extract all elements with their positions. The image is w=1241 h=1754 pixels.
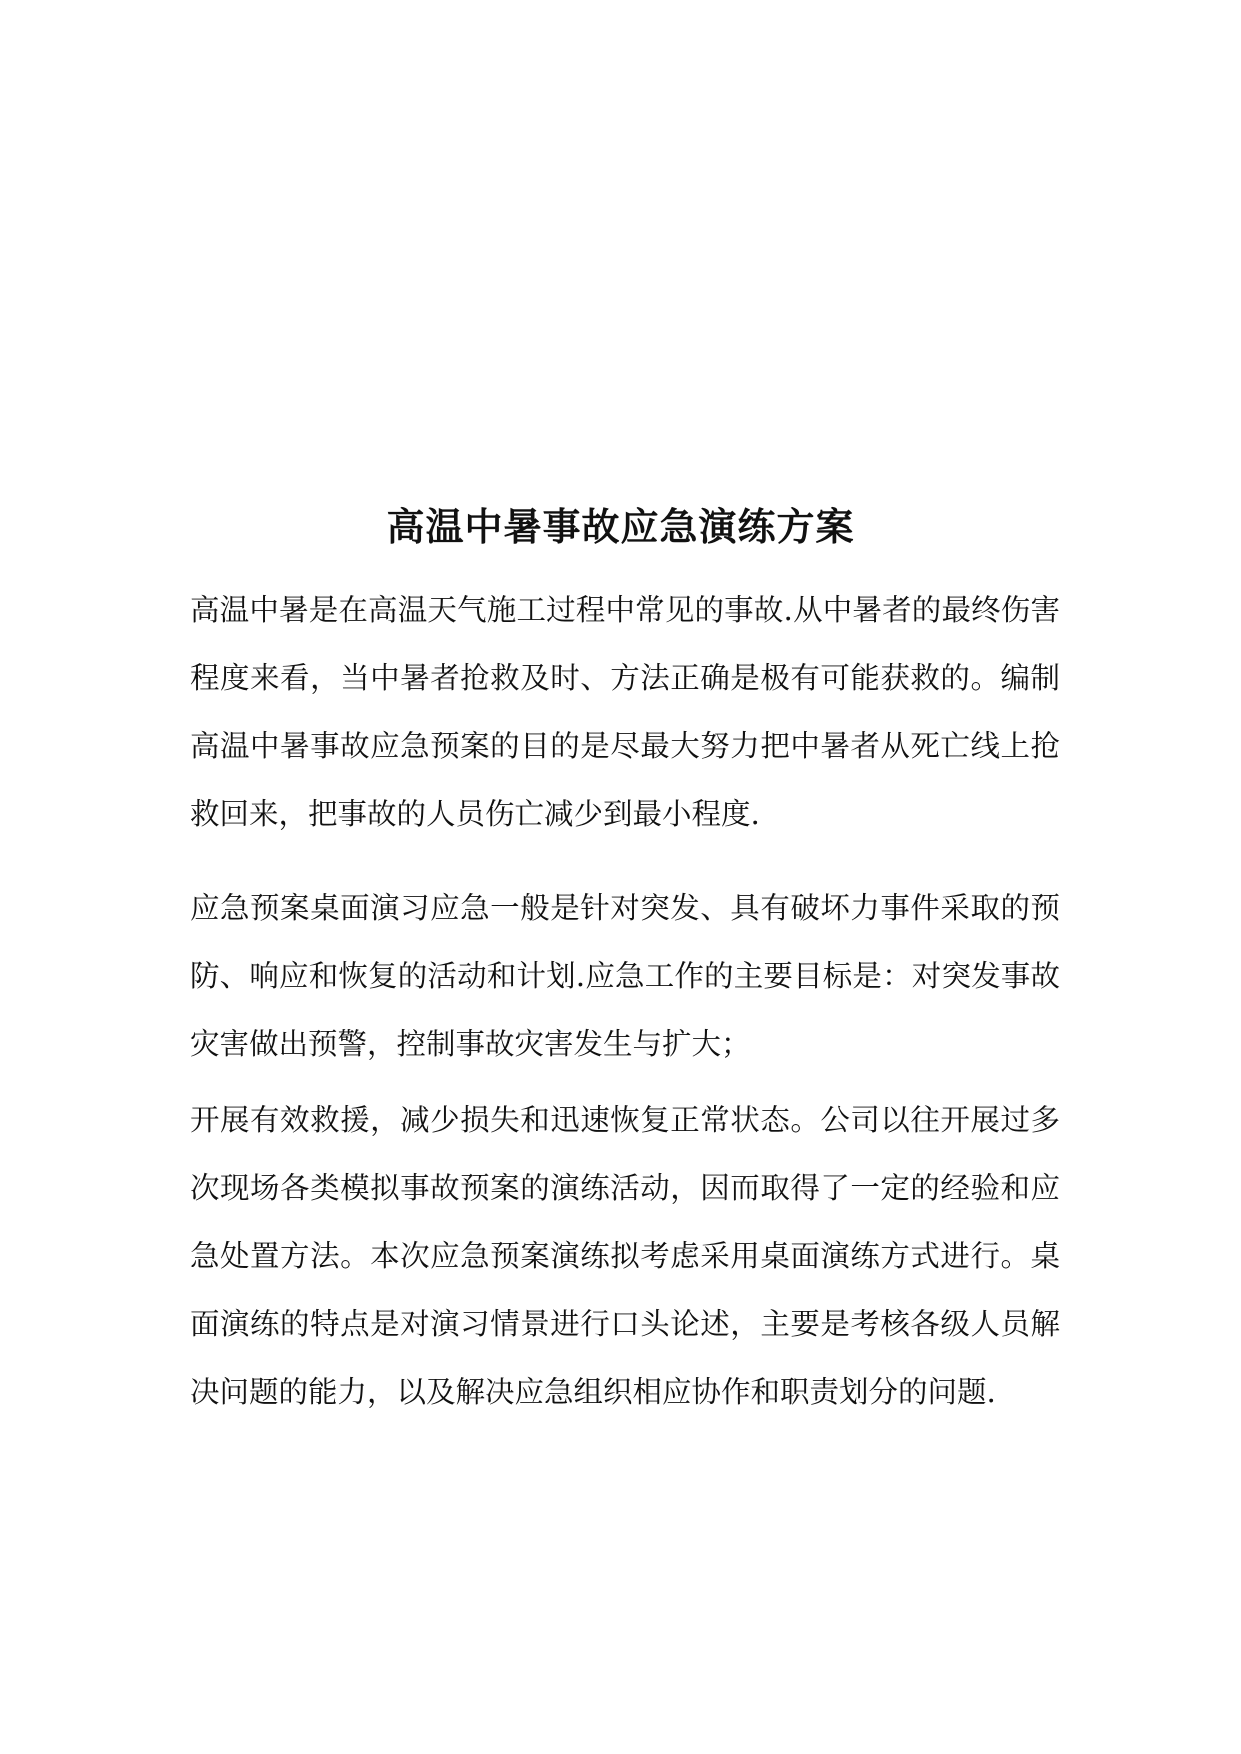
paragraph-3-block (190, 1086, 1060, 1426)
paragraph-2: 应急预案桌面演习应急一般是针对突发、具有破坏力事件采取的预防、响应和恢复的活动和计划.应急工作的主要目标是：对突发事故灾害做出预警，控制事故灾害发生与扩大； (190, 891, 1060, 1061)
paragraph-2-block (190, 874, 1060, 1078)
paragraph-1: 高温中暑是在高温天气施工过程中常见的事故.从中暑者的最终伤害程度来看，当中暑者抢救及时、方法正确是极有可能获救的。编制高温中暑事故应急预案的目的是尽最大努力把中暑者从死亡线上抢救回来，把事故的人员伤亡减少到最小程度. (190, 593, 1060, 831)
document-title: 高温中暑事故应急演练方案 (386, 504, 855, 549)
paragraph-3: 开展有效救援，减少损失和迅速恢复正常状态。公司以往开展过多次现场各类模拟事故预案的演练活动，因而取得了一定的经验和应急处置方法。本次应急预案演练拟考虑采用桌面演练方式进行。桌面演练的特点是对演习情景进行口头论述，主要是考核各级人员解决问题的能力，以及解决应急组织相应协作和职责划分的问题. (190, 1103, 1060, 1409)
paragraph-1-block (190, 576, 1060, 848)
